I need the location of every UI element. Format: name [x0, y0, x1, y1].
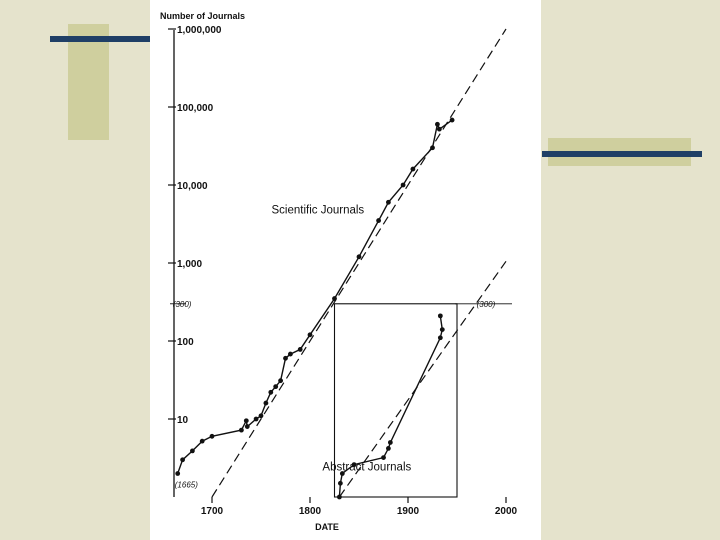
annotation-label: (1665) [174, 480, 198, 490]
annotation-label: (300) [476, 299, 496, 309]
data-point [440, 327, 445, 332]
data-point [435, 122, 440, 127]
y-ticks [168, 25, 222, 426]
data-point [254, 417, 259, 422]
y-tick-label: 100,000 [177, 103, 214, 114]
journal-growth-figure [150, 0, 541, 540]
x-axis-title: DATE [315, 522, 339, 532]
data-point [388, 440, 393, 445]
x-tick-label: 1900 [396, 506, 420, 517]
data-point [190, 448, 195, 453]
data-point [200, 439, 205, 444]
data-point [268, 390, 273, 395]
data-point [283, 356, 288, 361]
data-point [438, 335, 443, 340]
data-point [273, 384, 278, 389]
series-line [178, 120, 452, 473]
y-tick-label: 1,000,000 [177, 25, 222, 36]
data-point [376, 218, 381, 223]
data-point [180, 457, 185, 462]
data-point [308, 332, 313, 337]
data-point [298, 347, 303, 352]
data-point [259, 413, 264, 418]
dashed-trend-line [339, 261, 506, 497]
dashed-trend-line [212, 29, 506, 497]
y-tick-label: 10,000 [177, 181, 208, 192]
y-tick-label: 1,000 [177, 259, 203, 270]
x-tick-label: 1800 [298, 506, 322, 517]
data-point [357, 254, 362, 259]
data-point [386, 446, 391, 451]
data-point [411, 167, 416, 172]
y-tick-label: 10 [177, 415, 189, 426]
data-point [245, 424, 250, 429]
decorative-bar-left [50, 36, 150, 42]
data-point [288, 352, 293, 357]
data-point [381, 455, 386, 460]
data-point [278, 378, 283, 383]
data-point [239, 428, 244, 433]
series-layer [170, 29, 512, 499]
data-point [401, 183, 406, 188]
data-point [386, 200, 391, 205]
y-tick-label: 100 [177, 337, 194, 348]
data-point [450, 118, 455, 123]
data-point [244, 418, 249, 423]
data-point [438, 313, 443, 318]
data-point [264, 401, 269, 406]
x-tick-label: 1700 [200, 506, 224, 517]
y-axis-title: Number of Journals [160, 11, 246, 21]
series-label: Scientific Journals [271, 204, 365, 217]
data-point [338, 481, 343, 486]
journal-growth-chart [150, 0, 541, 540]
x-tick-label: 2000 [494, 506, 518, 517]
series-label: Abstract Journals [322, 461, 412, 474]
x-ticks [201, 497, 518, 517]
annotation-label: (300) [172, 299, 192, 309]
data-point [437, 127, 442, 132]
data-point [210, 434, 215, 439]
data-point [175, 471, 180, 476]
decorative-bar-right [542, 151, 702, 157]
